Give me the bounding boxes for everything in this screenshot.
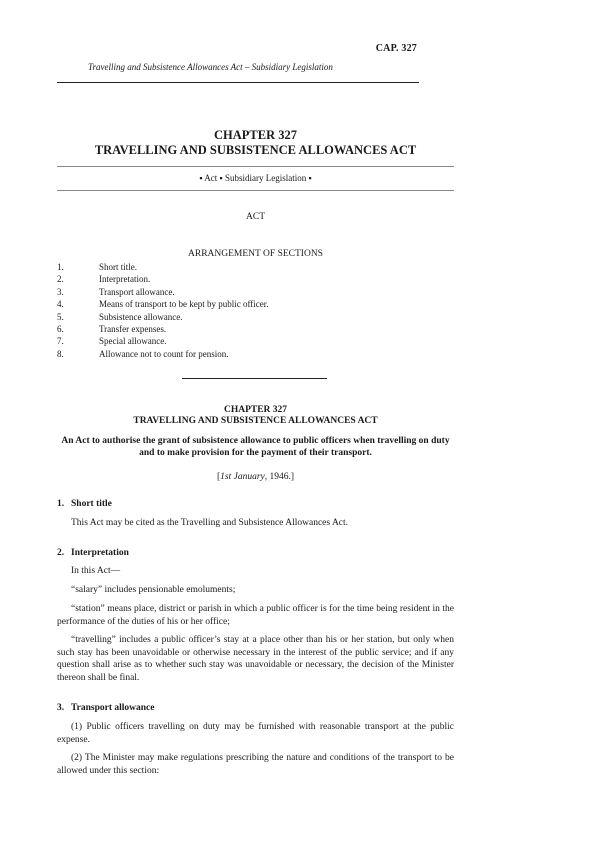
toc-title: Transport allowance. <box>99 286 175 297</box>
toc-item[interactable] <box>57 335 454 347</box>
toc-item[interactable] <box>57 298 454 310</box>
links-bottom-divider <box>57 190 454 191</box>
header-divider <box>57 82 419 83</box>
commencement: [1st January, 1946.] <box>216 472 295 482</box>
toc-title: Transfer expenses. <box>99 323 167 334</box>
section-number: 2. <box>57 548 65 558</box>
act-label: ACT <box>246 212 265 222</box>
running-title: Travelling and Subsistence Allowances Act – Subsidiary Legislation <box>88 62 333 72</box>
toc-item[interactable] <box>57 323 454 335</box>
section-title: Interpretation <box>71 548 129 558</box>
section-number: 3. <box>57 703 65 713</box>
sections-list <box>57 261 454 360</box>
document-links[interactable]: ▪ Act ▪ Subsidiary Legislation ▪ <box>199 173 312 183</box>
cap-number: CAP. 327 <box>375 43 417 54</box>
section-title: Transport allowance <box>71 703 155 713</box>
commencement-date: 1st January <box>220 472 265 482</box>
section-2-heading <box>57 548 129 558</box>
act-name: TRAVELLING AND SUBSISTENCE ALLOWANCES ACT <box>94 143 417 157</box>
toc-item[interactable] <box>57 273 454 285</box>
toc-title: Short title. <box>99 262 137 272</box>
toc-number: 2. <box>57 274 64 285</box>
toc-title: Allowance not to count for pension. <box>99 348 229 359</box>
definition-salary: “salary” includes pensionable emoluments; <box>71 585 236 595</box>
toc-number: 8. <box>57 348 64 359</box>
arrangement-heading: ARRANGEMENT OF SECTIONS <box>188 249 323 259</box>
toc-title: Special allowance. <box>99 336 167 347</box>
toc-number: 5. <box>57 311 64 322</box>
toc-number: 6. <box>57 323 64 334</box>
section-1-heading <box>57 499 112 509</box>
section-number: 1. <box>57 499 65 509</box>
section-title: Short title <box>71 499 112 509</box>
chapter-title-block <box>57 128 454 158</box>
section-1-text: This Act may be cited as the Travelling and Subsistence Allowances Act. <box>71 518 349 528</box>
section-divider <box>182 378 327 379</box>
definition-travelling: “travelling” includes a public officer’s stay at a place other than his or her station, but only when such stay has been unavoidable or otherwise necessary in the interest of the public service; and if any question shall arise as to whether such stay was unavoidable or necessary, the decision of the Minister thereon shall be final. <box>57 635 454 683</box>
section-3-heading <box>57 703 154 713</box>
chapter-number: CHAPTER 327 <box>214 128 297 142</box>
toc-number: 1. <box>57 262 64 272</box>
definition-station: “station” means place, district or parish in which a public officer is for the time being resident in the performance of the duties of his or her office; <box>57 604 454 627</box>
body-chapter-heading <box>57 405 454 427</box>
toc-title: Means of transport to be kept by public officer. <box>99 299 269 310</box>
toc-number: 4. <box>57 299 64 310</box>
section-2-intro: In this Act— <box>71 566 121 576</box>
long-title: An Act to authorise the grant of subsistence allowance to public officers when travelling on duty and to make provision for the payment of their transport. <box>61 436 450 458</box>
toc-number: 7. <box>57 336 64 347</box>
section-3-subsection-2: (2) The Minister may make regulations prescribing the nature and conditions of the transport to be allowed under this section: <box>57 753 454 776</box>
toc-title: Subsistence allowance. <box>99 311 183 322</box>
commencement-year: , 1946. <box>264 472 291 482</box>
links-top-divider <box>57 166 454 167</box>
toc-title: Interpretation. <box>99 274 151 285</box>
toc-item[interactable] <box>57 348 454 360</box>
toc-item[interactable] <box>57 286 454 298</box>
toc-item[interactable] <box>57 261 454 273</box>
toc-item[interactable] <box>57 311 454 323</box>
section-3-subsection-1: (1) Public officers travelling on duty may be furnished with reasonable transport at the public expense. <box>57 722 454 745</box>
body-act-name: TRAVELLING AND SUBSISTENCE ALLOWANCES ACT <box>133 416 378 426</box>
body-chapter-number: CHAPTER 327 <box>223 405 288 415</box>
toc-number: 3. <box>57 286 64 297</box>
